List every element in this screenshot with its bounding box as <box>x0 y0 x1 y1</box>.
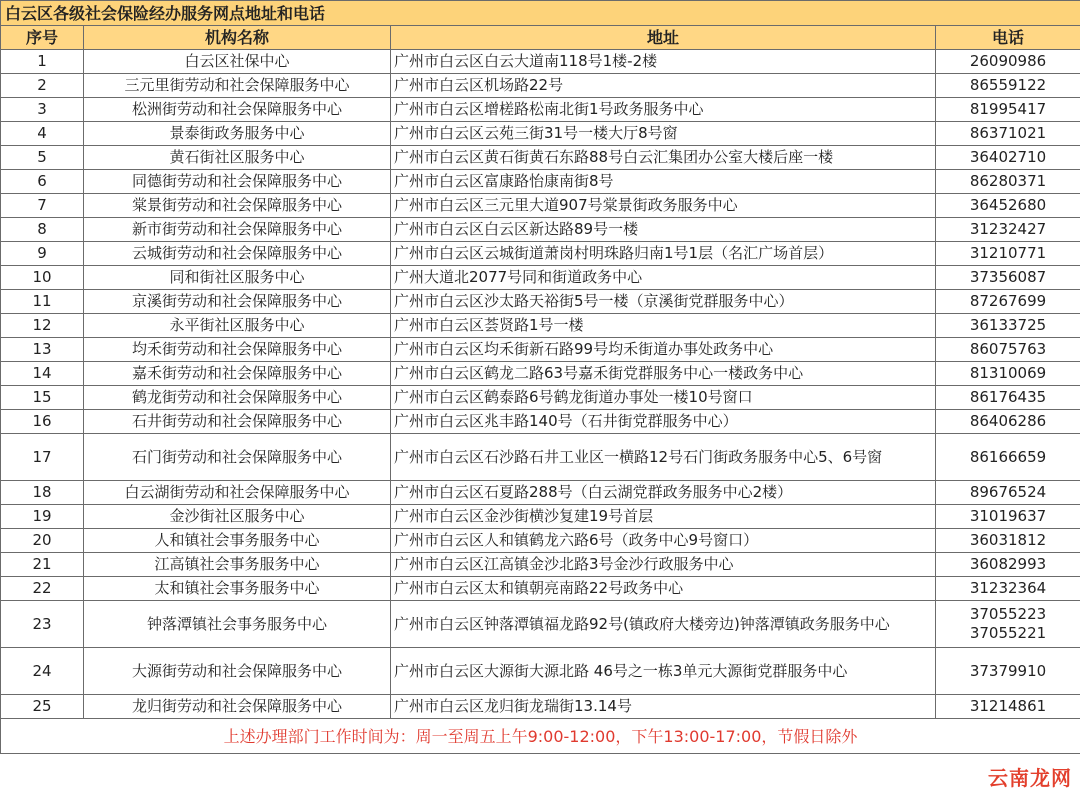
table-row <box>1 194 1080 218</box>
cell-name: 景泰街政务服务中心 <box>84 122 391 146</box>
cell-name: 人和镇社会事务服务中心 <box>84 529 391 553</box>
table-row <box>1 98 1080 122</box>
table-title: 白云区各级社会保险经办服务网点地址和电话 <box>1 1 1080 26</box>
cell-no: 21 <box>1 553 84 577</box>
cell-phone <box>936 242 1080 266</box>
cell-no: 16 <box>1 410 84 434</box>
table-row <box>1 386 1080 410</box>
cell-phone <box>936 218 1080 242</box>
cell-address: 广州市白云区龙归街龙瑞街13.14号 <box>391 695 936 719</box>
cell-no: 2 <box>1 74 84 98</box>
table-row <box>1 410 1080 434</box>
cell-no: 18 <box>1 481 84 505</box>
cell-address: 广州市白云区富康路怡康南街8号 <box>391 170 936 194</box>
phone-number: 26090986 <box>969 52 1047 70</box>
table-row <box>1 74 1080 98</box>
cell-no: 5 <box>1 146 84 170</box>
phone-number: 36452680 <box>969 196 1047 214</box>
title-row <box>1 1 1080 26</box>
cell-name: 黄石街社区服务中心 <box>84 146 391 170</box>
cell-no: 22 <box>1 577 84 601</box>
cell-no: 6 <box>1 170 84 194</box>
phone-number: 36082993 <box>969 555 1047 573</box>
cell-name: 石井街劳动和社会保障服务中心 <box>84 410 391 434</box>
cell-name: 石门街劳动和社会保障服务中心 <box>84 434 391 481</box>
cell-no: 7 <box>1 194 84 218</box>
cell-address: 广州市白云区鹤泰路6号鹤龙街道办事处一楼10号窗口 <box>391 386 936 410</box>
cell-phone <box>936 695 1080 719</box>
table-row <box>1 266 1080 290</box>
cell-no: 19 <box>1 505 84 529</box>
phone-number: 86075763 <box>969 340 1047 358</box>
cell-phone <box>936 194 1080 218</box>
cell-no: 11 <box>1 290 84 314</box>
cell-no: 14 <box>1 362 84 386</box>
header-address: 地址 <box>391 26 936 50</box>
phone-number: 86559122 <box>969 76 1047 94</box>
cell-address: 广州市白云区均禾街新石路99号均禾街道办事处政务中心 <box>391 338 936 362</box>
cell-address: 广州市白云区云城街道萧岗村明珠路归南1号1层（名汇广场首层） <box>391 242 936 266</box>
cell-phone <box>936 648 1080 695</box>
cell-name: 嘉禾街劳动和社会保障服务中心 <box>84 362 391 386</box>
cell-no: 15 <box>1 386 84 410</box>
cell-address: 广州市白云区沙太路天裕街5号一楼（京溪街党群服务中心） <box>391 290 936 314</box>
cell-name: 鹤龙街劳动和社会保障服务中心 <box>84 386 391 410</box>
table-row <box>1 434 1080 481</box>
table-row <box>1 218 1080 242</box>
cell-name: 三元里街劳动和社会保障服务中心 <box>84 74 391 98</box>
cell-address: 广州市白云区白云大道南118号1楼-2楼 <box>391 50 936 74</box>
phone-number: 86176435 <box>969 388 1047 406</box>
phone-number: 36133725 <box>969 316 1047 334</box>
table-row <box>1 695 1080 719</box>
phone-number: 86166659 <box>969 447 1047 466</box>
cell-phone <box>936 290 1080 314</box>
phone-number: 31232427 <box>969 220 1047 238</box>
cell-address: 广州市白云区增槎路松南北街1号政务服务中心 <box>391 98 936 122</box>
cell-name: 钟落潭镇社会事务服务中心 <box>84 601 391 648</box>
cell-address: 广州市白云区太和镇朝亮南路22号政务中心 <box>391 577 936 601</box>
header-phone: 电话 <box>936 26 1080 50</box>
cell-phone <box>936 505 1080 529</box>
phone-number: 81310069 <box>969 364 1047 382</box>
cell-no: 9 <box>1 242 84 266</box>
table-row <box>1 242 1080 266</box>
cell-address: 广州市白云区钟落潭镇福龙路92号(镇政府大楼旁边)钟落潭镇政务服务中心 <box>391 601 936 648</box>
cell-name: 白云区社保中心 <box>84 50 391 74</box>
phone-number: 37055223 <box>969 605 1047 623</box>
cell-phone <box>936 481 1080 505</box>
cell-phone <box>936 601 1080 648</box>
cell-address: 广州市白云区石夏路288号（白云湖党群政务服务中心2楼） <box>391 481 936 505</box>
cell-name: 太和镇社会事务服务中心 <box>84 577 391 601</box>
cell-name: 同德街劳动和社会保障服务中心 <box>84 170 391 194</box>
phone-number: 89676524 <box>969 483 1047 501</box>
cell-name: 新市街劳动和社会保障服务中心 <box>84 218 391 242</box>
cell-name: 江高镇社会事务服务中心 <box>84 553 391 577</box>
phone-number: 37055221 <box>969 624 1047 642</box>
cell-name: 大源街劳动和社会保障服务中心 <box>84 648 391 695</box>
phone-number: 37356087 <box>969 268 1047 286</box>
table-row <box>1 170 1080 194</box>
cell-phone <box>936 386 1080 410</box>
cell-no: 12 <box>1 314 84 338</box>
phone-number: 86371021 <box>969 124 1047 142</box>
cell-phone <box>936 170 1080 194</box>
watermark-logo: 云南龙网 <box>986 762 1074 791</box>
table-row <box>1 553 1080 577</box>
cell-address: 广州市白云区黄石街黄石东路88号白云汇集团办公室大楼后座一楼 <box>391 146 936 170</box>
phone-number: 86280371 <box>969 172 1047 190</box>
cell-address: 广州市白云区云苑三街31号一楼大厅8号窗 <box>391 122 936 146</box>
header-no: 序号 <box>1 26 84 50</box>
table-row <box>1 50 1080 74</box>
cell-address: 广州市白云区兆丰路140号（石井街党群服务中心） <box>391 410 936 434</box>
cell-name: 云城街劳动和社会保障服务中心 <box>84 242 391 266</box>
table-row <box>1 314 1080 338</box>
cell-address: 广州市白云区人和镇鹤龙六路6号（政务中心9号窗口） <box>391 529 936 553</box>
table-row <box>1 505 1080 529</box>
header-row <box>1 26 1080 50</box>
phone-number: 31232364 <box>969 579 1047 597</box>
cell-address: 广州市白云区荟贤路1号一楼 <box>391 314 936 338</box>
cell-phone <box>936 314 1080 338</box>
cell-address: 广州市白云区鹤龙二路63号嘉禾街党群服务中心一楼政务中心 <box>391 362 936 386</box>
table-row <box>1 122 1080 146</box>
working-hours-note: 上述办理部门工作时间为：周一至周五上午9:00-12:00，下午13:00-17:00，节假日除外 <box>1 719 1080 754</box>
phone-number: 37379910 <box>969 661 1047 680</box>
cell-no: 1 <box>1 50 84 74</box>
phone-number: 87267699 <box>969 292 1047 310</box>
cell-address: 广州市白云区江高镇金沙北路3号金沙行政服务中心 <box>391 553 936 577</box>
cell-name: 均禾街劳动和社会保障服务中心 <box>84 338 391 362</box>
cell-no: 13 <box>1 338 84 362</box>
cell-name: 松洲街劳动和社会保障服务中心 <box>84 98 391 122</box>
cell-phone <box>936 434 1080 481</box>
header-name: 机构名称 <box>84 26 391 50</box>
cell-name: 京溪街劳动和社会保障服务中心 <box>84 290 391 314</box>
cell-name: 金沙街社区服务中心 <box>84 505 391 529</box>
cell-phone <box>936 146 1080 170</box>
cell-no: 23 <box>1 601 84 648</box>
cell-phone <box>936 122 1080 146</box>
phone-number: 36402710 <box>969 148 1047 166</box>
cell-phone <box>936 98 1080 122</box>
table-row <box>1 648 1080 695</box>
cell-phone <box>936 362 1080 386</box>
table-row <box>1 601 1080 648</box>
cell-no: 17 <box>1 434 84 481</box>
phone-number: 81995417 <box>969 100 1047 118</box>
cell-no: 4 <box>1 122 84 146</box>
table-row <box>1 290 1080 314</box>
footer-row <box>1 719 1080 754</box>
cell-phone <box>936 50 1080 74</box>
cell-address: 广州市白云区大源街大源北路 46号之一栋3单元大源街党群服务中心 <box>391 648 936 695</box>
cell-no: 3 <box>1 98 84 122</box>
cell-address: 广州大道北2077号同和街道政务中心 <box>391 266 936 290</box>
cell-name: 棠景街劳动和社会保障服务中心 <box>84 194 391 218</box>
cell-no: 24 <box>1 648 84 695</box>
cell-address: 广州市白云区石沙路石井工业区一横路12号石门街政务服务中心5、6号窗 <box>391 434 936 481</box>
phone-number: 31210771 <box>969 244 1047 262</box>
phone-number: 36031812 <box>969 531 1047 549</box>
phone-number: 31019637 <box>969 507 1047 525</box>
cell-address: 广州市白云区机场路22号 <box>391 74 936 98</box>
cell-address: 广州市白云区白云区新达路89号一楼 <box>391 218 936 242</box>
cell-phone <box>936 74 1080 98</box>
table-row <box>1 481 1080 505</box>
cell-no: 8 <box>1 218 84 242</box>
cell-phone <box>936 577 1080 601</box>
cell-phone <box>936 529 1080 553</box>
cell-name: 龙归街劳动和社会保障服务中心 <box>84 695 391 719</box>
table-row <box>1 362 1080 386</box>
cell-phone <box>936 553 1080 577</box>
table-row <box>1 529 1080 553</box>
table-row <box>1 577 1080 601</box>
cell-name: 同和街社区服务中心 <box>84 266 391 290</box>
table-row <box>1 338 1080 362</box>
phone-number: 31214861 <box>969 697 1047 715</box>
cell-phone <box>936 266 1080 290</box>
cell-name: 白云湖街劳动和社会保障服务中心 <box>84 481 391 505</box>
cell-phone <box>936 338 1080 362</box>
cell-no: 25 <box>1 695 84 719</box>
cell-address: 广州市白云区金沙街横沙复建19号首层 <box>391 505 936 529</box>
cell-phone <box>936 410 1080 434</box>
cell-address: 广州市白云区三元里大道907号棠景街政务服务中心 <box>391 194 936 218</box>
phone-number: 86406286 <box>969 412 1047 430</box>
table-row <box>1 146 1080 170</box>
cell-no: 20 <box>1 529 84 553</box>
cell-name: 永平街社区服务中心 <box>84 314 391 338</box>
cell-no: 10 <box>1 266 84 290</box>
